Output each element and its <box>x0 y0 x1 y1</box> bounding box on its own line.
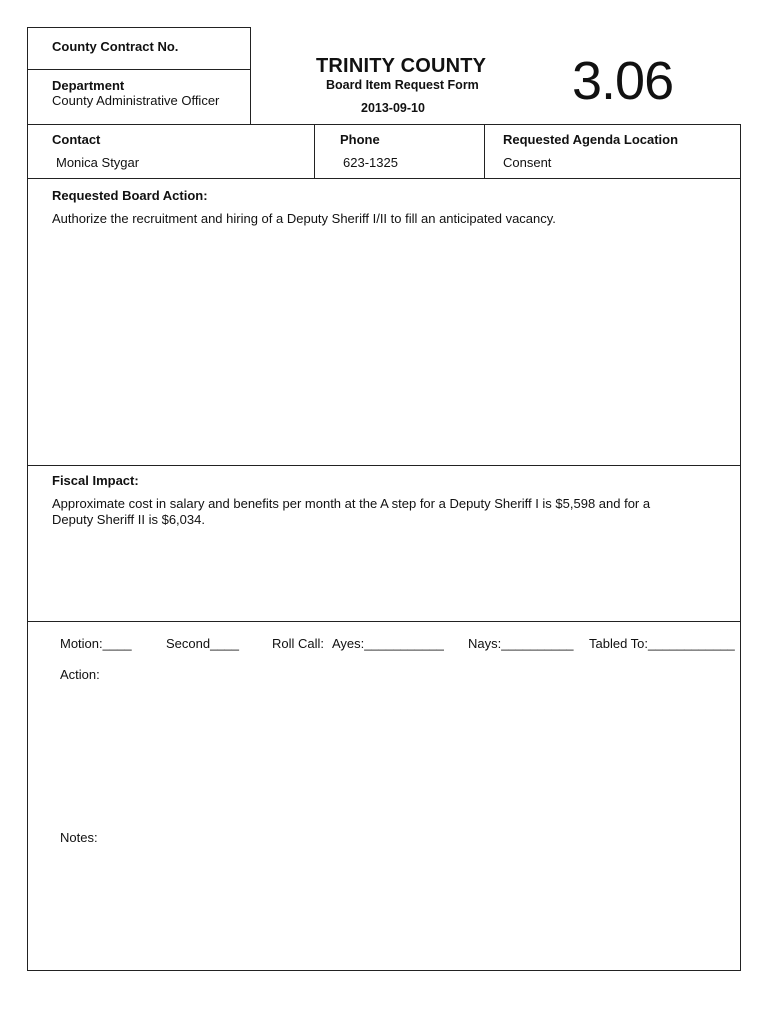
roll-call-label: Roll Call: <box>272 636 325 651</box>
contract-divider <box>27 69 251 70</box>
nays-field: Nays:__________ <box>468 636 574 651</box>
item-number: 3.06 <box>572 51 674 111</box>
second-field: Second____ <box>166 636 240 651</box>
phone-label: Phone <box>340 132 380 147</box>
department-label: Department <box>52 78 125 93</box>
fiscal-impact-bottom <box>27 621 741 622</box>
motion-field: Motion:____ <box>60 636 132 651</box>
phone-value: 623-1325 <box>343 155 398 170</box>
board-action-label: Requested Board Action: <box>52 188 208 203</box>
ayes-field: Ayes:___________ <box>332 636 444 651</box>
contract-label: County Contract No. <box>52 39 179 54</box>
tabled-to-field: Tabled To:____________ <box>589 636 735 651</box>
action-label: Action: <box>60 667 100 682</box>
agenda-location-label: Requested Agenda Location <box>503 132 679 147</box>
contact-phone-divider <box>314 124 315 179</box>
fiscal-impact-line-1: Approximate cost in salary and benefits per month at the A step for a Deputy Sheriff I is $5,598 and for a <box>52 496 651 511</box>
contact-label: Contact <box>52 132 101 147</box>
county-title: TRINITY COUNTY <box>316 55 487 77</box>
fiscal-impact-label: Fiscal Impact: <box>52 473 139 488</box>
board-action-bottom <box>27 465 741 466</box>
notes-label: Notes: <box>60 830 98 845</box>
form-title: Board Item Request Form <box>326 78 479 92</box>
fiscal-impact-line-2: Deputy Sheriff II is $6,034. <box>52 512 205 527</box>
agenda-location-value: Consent <box>503 155 552 170</box>
contact-row-bottom <box>27 178 741 179</box>
form-date: 2013-09-10 <box>361 101 425 115</box>
board-action-text: Authorize the recruitment and hiring of a Deputy Sheriff I/II to fill an anticipated vacancy. <box>52 211 556 226</box>
phone-agenda-divider <box>484 124 485 179</box>
contact-value: Monica Stygar <box>56 155 140 170</box>
form-frame <box>27 124 741 971</box>
department-value: County Administrative Officer <box>52 93 220 108</box>
fiscal-impact-text <box>52 496 732 528</box>
